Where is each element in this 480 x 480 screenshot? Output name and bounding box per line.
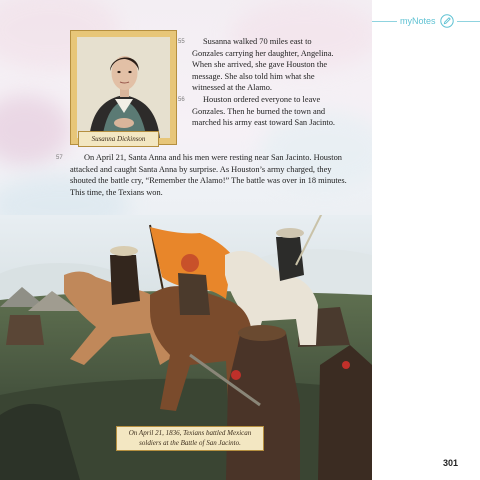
paragraph-57: On April 21, Santa Anna and his men were resting near San Jacinto. Houston attacked and caught Santa Anna by surprise. As Houston’s army charged, they shouted the battle cry, “Remember the Alamo!” The battle was over in 18 minutes. This time, the Texians won. <box>70 153 347 197</box>
my-notes-label: myNotes <box>400 16 436 26</box>
page-number: 301 <box>443 458 459 468</box>
portrait-caption: Susanna Dickinson <box>78 131 159 147</box>
line-number: 56 <box>178 97 185 103</box>
line-number: 57 <box>56 155 63 161</box>
susanna-dickinson-portrait <box>77 37 170 138</box>
painting-caption: On April 21, 1836, Texians battled Mexican soldiers at the Battle of San Jacinto. <box>116 426 264 451</box>
paragraph-56: Houston ordered everyone to leave Gonzales. Then he burned the town and marched his army east toward San Jacinto. <box>192 95 336 128</box>
paragraph-55: Susanna walked 70 miles east to Gonzales carrying her daughter, Angelina. When she arrived, she gave Houston the message. She also told him what she witnessed at the Alamo. <box>192 37 334 93</box>
pencil-icon <box>440 14 454 28</box>
portrait-frame <box>70 30 177 145</box>
line-number: 55 <box>178 39 185 45</box>
my-notes-button[interactable] <box>397 14 457 28</box>
